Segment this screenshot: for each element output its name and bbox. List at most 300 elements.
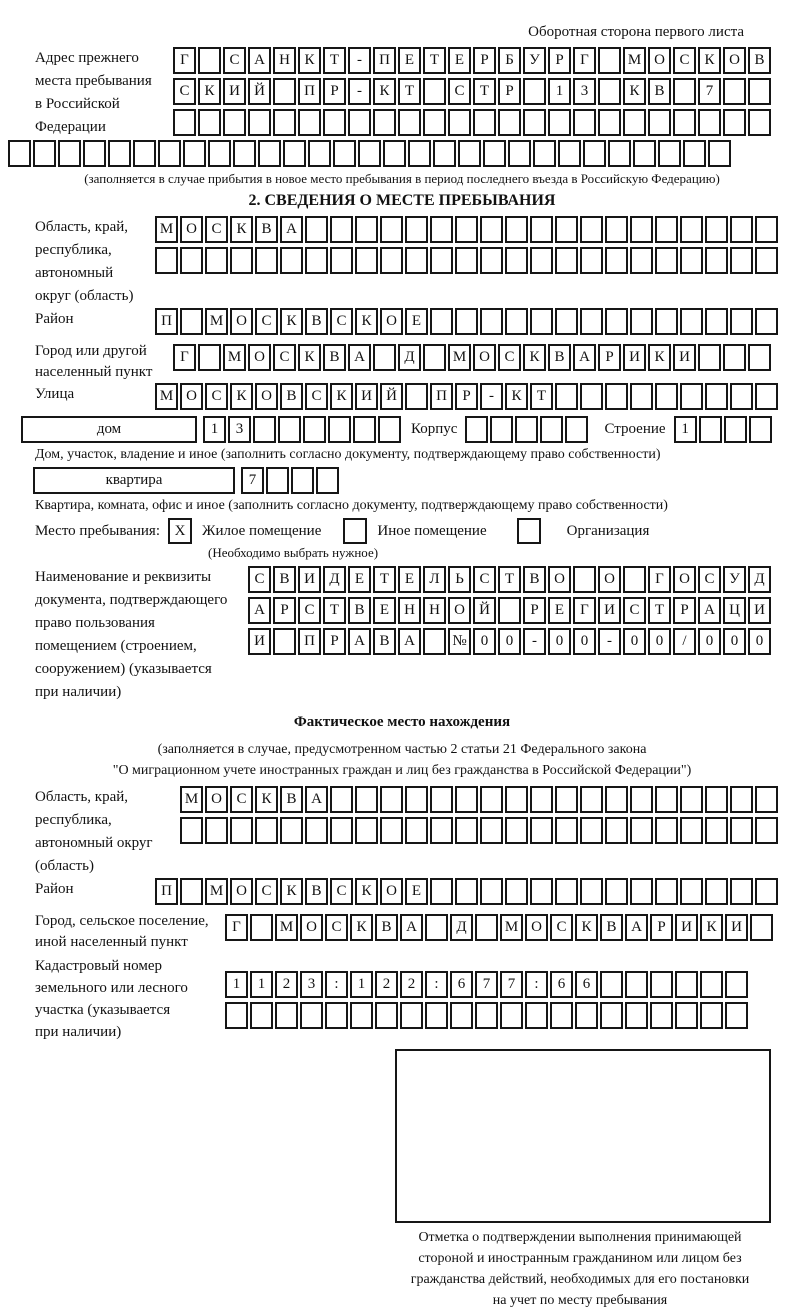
char-box[interactable] (308, 140, 331, 167)
char-box[interactable] (305, 216, 328, 243)
char-box[interactable] (480, 878, 503, 905)
char-box[interactable]: А (573, 344, 596, 371)
char-box[interactable] (480, 817, 503, 844)
char-box[interactable]: : (525, 971, 548, 998)
char-box[interactable]: С (330, 878, 353, 905)
char-box[interactable] (83, 140, 106, 167)
char-box[interactable]: С (255, 308, 278, 335)
char-box[interactable] (33, 140, 56, 167)
char-box[interactable] (223, 109, 246, 136)
char-box[interactable] (183, 140, 206, 167)
char-box[interactable] (730, 216, 753, 243)
char-box[interactable]: С (448, 78, 471, 105)
char-box[interactable] (423, 78, 446, 105)
char-box[interactable] (655, 308, 678, 335)
char-box[interactable] (623, 566, 646, 593)
char-box[interactable]: О (448, 597, 471, 624)
char-box[interactable] (598, 78, 621, 105)
char-box[interactable] (355, 817, 378, 844)
char-box[interactable]: Р (323, 78, 346, 105)
char-box[interactable]: О (255, 383, 278, 410)
char-box[interactable] (373, 344, 396, 371)
char-box[interactable] (630, 247, 653, 274)
char-box[interactable]: Р (548, 47, 571, 74)
char-box[interactable] (630, 216, 653, 243)
char-box[interactable] (655, 247, 678, 274)
char-box[interactable]: - (480, 383, 503, 410)
char-box[interactable] (490, 416, 513, 443)
char-box[interactable] (355, 786, 378, 813)
char-box[interactable] (650, 971, 673, 998)
char-box[interactable]: Е (348, 566, 371, 593)
char-box[interactable] (325, 1002, 348, 1029)
char-box[interactable]: К (575, 914, 598, 941)
char-box[interactable] (455, 308, 478, 335)
char-box[interactable]: А (248, 47, 271, 74)
char-box[interactable] (555, 383, 578, 410)
char-box[interactable] (680, 786, 703, 813)
char-box[interactable]: Е (448, 47, 471, 74)
char-box[interactable]: К (373, 78, 396, 105)
char-box[interactable]: С (230, 786, 253, 813)
char-box[interactable] (373, 109, 396, 136)
char-box[interactable]: Г (573, 47, 596, 74)
char-box[interactable] (530, 216, 553, 243)
char-box[interactable]: П (155, 308, 178, 335)
char-box[interactable]: К (355, 308, 378, 335)
char-box[interactable]: 7 (241, 467, 264, 494)
char-box[interactable] (423, 109, 446, 136)
char-box[interactable] (258, 140, 281, 167)
char-box[interactable]: О (598, 566, 621, 593)
char-box[interactable] (255, 247, 278, 274)
char-box[interactable]: Т (530, 383, 553, 410)
char-box[interactable] (283, 140, 306, 167)
char-box[interactable] (448, 109, 471, 136)
char-box[interactable] (555, 308, 578, 335)
char-box[interactable]: М (500, 914, 523, 941)
char-box[interactable]: - (523, 628, 546, 655)
char-box[interactable]: Е (398, 47, 421, 74)
char-box[interactable] (480, 247, 503, 274)
char-box[interactable] (405, 383, 428, 410)
char-box[interactable]: В (255, 216, 278, 243)
char-box[interactable]: М (180, 786, 203, 813)
char-box[interactable] (558, 140, 581, 167)
char-box[interactable]: М (623, 47, 646, 74)
char-box[interactable] (648, 109, 671, 136)
char-box[interactable] (58, 140, 81, 167)
char-box[interactable] (505, 247, 528, 274)
char-box[interactable] (725, 971, 748, 998)
char-box[interactable]: В (273, 566, 296, 593)
char-box[interactable]: К (230, 383, 253, 410)
char-box[interactable] (430, 308, 453, 335)
char-box[interactable]: А (280, 216, 303, 243)
char-box[interactable] (625, 1002, 648, 1029)
char-box[interactable] (505, 878, 528, 905)
char-box[interactable] (573, 566, 596, 593)
char-box[interactable] (455, 817, 478, 844)
char-box[interactable]: Р (323, 628, 346, 655)
checkbox-inoe[interactable] (343, 518, 367, 544)
char-box[interactable]: С (223, 47, 246, 74)
char-box[interactable]: 7 (698, 78, 721, 105)
char-box[interactable]: О (180, 383, 203, 410)
char-box[interactable] (475, 1002, 498, 1029)
char-box[interactable] (405, 817, 428, 844)
char-box[interactable]: П (155, 878, 178, 905)
char-box[interactable]: О (230, 308, 253, 335)
char-box[interactable] (730, 878, 753, 905)
char-box[interactable]: И (675, 914, 698, 941)
char-box[interactable]: 1 (350, 971, 373, 998)
char-box[interactable] (330, 247, 353, 274)
char-box[interactable] (405, 786, 428, 813)
char-box[interactable]: 2 (375, 971, 398, 998)
char-box[interactable]: В (348, 597, 371, 624)
char-box[interactable] (455, 878, 478, 905)
char-box[interactable] (205, 817, 228, 844)
char-box[interactable]: Ц (723, 597, 746, 624)
char-box[interactable] (580, 308, 603, 335)
char-box[interactable]: В (523, 566, 546, 593)
char-box[interactable] (405, 216, 428, 243)
char-box[interactable]: 7 (475, 971, 498, 998)
char-box[interactable] (433, 140, 456, 167)
char-box[interactable] (198, 344, 221, 371)
char-box[interactable]: П (430, 383, 453, 410)
char-box[interactable]: 1 (250, 971, 273, 998)
char-box[interactable] (673, 109, 696, 136)
char-box[interactable] (248, 109, 271, 136)
char-box[interactable]: С (205, 216, 228, 243)
char-box[interactable]: К (623, 78, 646, 105)
char-box[interactable]: О (380, 878, 403, 905)
char-box[interactable]: О (548, 566, 571, 593)
char-box[interactable]: С (248, 566, 271, 593)
char-box[interactable] (480, 308, 503, 335)
char-box[interactable] (180, 247, 203, 274)
char-box[interactable] (255, 817, 278, 844)
char-box[interactable] (380, 247, 403, 274)
char-box[interactable] (530, 817, 553, 844)
char-box[interactable] (605, 247, 628, 274)
char-box[interactable] (505, 817, 528, 844)
char-box[interactable]: 0 (473, 628, 496, 655)
char-box[interactable]: Д (398, 344, 421, 371)
char-box[interactable] (750, 914, 773, 941)
char-box[interactable]: Й (380, 383, 403, 410)
char-box[interactable] (380, 216, 403, 243)
char-box[interactable]: Ь (448, 566, 471, 593)
char-box[interactable]: / (673, 628, 696, 655)
char-box[interactable] (280, 247, 303, 274)
char-box[interactable]: С (330, 308, 353, 335)
char-box[interactable] (630, 878, 653, 905)
char-box[interactable]: О (248, 344, 271, 371)
char-box[interactable]: 0 (648, 628, 671, 655)
char-box[interactable]: В (305, 878, 328, 905)
char-box[interactable] (723, 109, 746, 136)
char-box[interactable]: С (325, 914, 348, 941)
char-box[interactable] (155, 247, 178, 274)
char-box[interactable] (273, 109, 296, 136)
char-box[interactable] (675, 971, 698, 998)
char-box[interactable]: - (598, 628, 621, 655)
char-box[interactable] (673, 78, 696, 105)
char-box[interactable]: С (550, 914, 573, 941)
char-box[interactable]: К (298, 344, 321, 371)
char-box[interactable] (683, 140, 706, 167)
char-box[interactable]: Г (573, 597, 596, 624)
char-box[interactable]: 1 (548, 78, 571, 105)
char-box[interactable] (425, 1002, 448, 1029)
char-box[interactable] (575, 1002, 598, 1029)
char-box[interactable] (680, 247, 703, 274)
char-box[interactable]: У (523, 47, 546, 74)
char-box[interactable] (498, 109, 521, 136)
char-box[interactable] (755, 247, 778, 274)
char-box[interactable] (108, 140, 131, 167)
char-box[interactable] (180, 878, 203, 905)
house-type-box[interactable]: дом (21, 416, 197, 443)
char-box[interactable] (333, 140, 356, 167)
char-box[interactable] (555, 216, 578, 243)
char-box[interactable] (680, 308, 703, 335)
char-box[interactable] (133, 140, 156, 167)
char-box[interactable] (533, 140, 556, 167)
char-box[interactable] (598, 109, 621, 136)
char-box[interactable] (605, 817, 628, 844)
char-box[interactable] (605, 786, 628, 813)
char-box[interactable] (705, 308, 728, 335)
char-box[interactable]: Р (455, 383, 478, 410)
char-box[interactable] (755, 786, 778, 813)
char-box[interactable]: В (600, 914, 623, 941)
char-box[interactable] (605, 216, 628, 243)
char-box[interactable]: О (230, 878, 253, 905)
char-box[interactable]: - (348, 78, 371, 105)
char-box[interactable] (180, 308, 203, 335)
char-box[interactable] (505, 308, 528, 335)
char-box[interactable]: 3 (228, 416, 251, 443)
char-box[interactable] (523, 109, 546, 136)
char-box[interactable] (430, 817, 453, 844)
char-box[interactable]: 6 (550, 971, 573, 998)
char-box[interactable]: О (525, 914, 548, 941)
char-box[interactable] (348, 109, 371, 136)
char-box[interactable]: 3 (573, 78, 596, 105)
char-box[interactable]: К (230, 216, 253, 243)
char-box[interactable]: К (523, 344, 546, 371)
char-box[interactable] (580, 878, 603, 905)
char-box[interactable]: Е (398, 566, 421, 593)
char-box[interactable] (480, 786, 503, 813)
char-box[interactable]: 0 (723, 628, 746, 655)
char-box[interactable]: : (425, 971, 448, 998)
char-box[interactable]: Т (423, 47, 446, 74)
char-box[interactable]: М (155, 383, 178, 410)
char-box[interactable] (680, 817, 703, 844)
char-box[interactable] (330, 216, 353, 243)
char-box[interactable] (583, 140, 606, 167)
char-box[interactable] (655, 786, 678, 813)
char-box[interactable]: 6 (575, 971, 598, 998)
char-box[interactable]: С (623, 597, 646, 624)
char-box[interactable]: В (648, 78, 671, 105)
char-box[interactable]: Р (523, 597, 546, 624)
char-box[interactable] (705, 878, 728, 905)
char-box[interactable] (655, 817, 678, 844)
char-box[interactable]: Т (323, 597, 346, 624)
char-box[interactable]: О (300, 914, 323, 941)
char-box[interactable]: В (373, 628, 396, 655)
char-box[interactable] (748, 78, 771, 105)
char-box[interactable]: 0 (698, 628, 721, 655)
char-box[interactable] (730, 247, 753, 274)
char-box[interactable] (198, 47, 221, 74)
char-box[interactable] (705, 786, 728, 813)
char-box[interactable] (423, 344, 446, 371)
char-box[interactable]: Е (548, 597, 571, 624)
char-box[interactable] (498, 597, 521, 624)
char-box[interactable] (458, 140, 481, 167)
char-box[interactable] (658, 140, 681, 167)
char-box[interactable] (525, 1002, 548, 1029)
char-box[interactable]: Г (173, 47, 196, 74)
char-box[interactable] (605, 308, 628, 335)
char-box[interactable]: С (673, 47, 696, 74)
char-box[interactable] (655, 878, 678, 905)
char-box[interactable]: : (325, 971, 348, 998)
char-box[interactable]: К (255, 786, 278, 813)
char-box[interactable]: И (598, 597, 621, 624)
char-box[interactable] (475, 914, 498, 941)
char-box[interactable] (8, 140, 31, 167)
char-box[interactable] (580, 247, 603, 274)
char-box[interactable] (730, 308, 753, 335)
char-box[interactable]: А (348, 344, 371, 371)
char-box[interactable]: К (350, 914, 373, 941)
char-box[interactable] (605, 383, 628, 410)
char-box[interactable] (630, 786, 653, 813)
char-box[interactable]: 1 (225, 971, 248, 998)
char-box[interactable]: 7 (500, 971, 523, 998)
char-box[interactable] (455, 216, 478, 243)
char-box[interactable]: Г (648, 566, 671, 593)
char-box[interactable] (555, 786, 578, 813)
char-box[interactable]: И (355, 383, 378, 410)
char-box[interactable] (450, 1002, 473, 1029)
char-box[interactable]: Т (473, 78, 496, 105)
char-box[interactable]: В (323, 344, 346, 371)
char-box[interactable] (430, 247, 453, 274)
char-box[interactable]: А (305, 786, 328, 813)
char-box[interactable]: Т (323, 47, 346, 74)
char-box[interactable] (655, 216, 678, 243)
char-box[interactable] (500, 1002, 523, 1029)
char-box[interactable] (523, 78, 546, 105)
char-box[interactable]: М (275, 914, 298, 941)
char-box[interactable] (273, 628, 296, 655)
char-box[interactable]: У (723, 566, 746, 593)
char-box[interactable] (505, 786, 528, 813)
char-box[interactable]: Д (323, 566, 346, 593)
char-box[interactable]: И (298, 566, 321, 593)
char-box[interactable] (198, 109, 221, 136)
char-box[interactable] (400, 1002, 423, 1029)
char-box[interactable]: П (298, 628, 321, 655)
char-box[interactable] (280, 817, 303, 844)
char-box[interactable]: И (248, 628, 271, 655)
char-box[interactable] (724, 416, 747, 443)
char-box[interactable] (423, 628, 446, 655)
char-box[interactable] (375, 1002, 398, 1029)
char-box[interactable]: А (398, 628, 421, 655)
char-box[interactable] (555, 878, 578, 905)
char-box[interactable] (305, 817, 328, 844)
char-box[interactable] (328, 416, 351, 443)
char-box[interactable] (580, 786, 603, 813)
char-box[interactable]: В (280, 383, 303, 410)
char-box[interactable] (300, 1002, 323, 1029)
char-box[interactable] (755, 216, 778, 243)
char-box[interactable] (550, 1002, 573, 1029)
char-box[interactable]: М (205, 308, 228, 335)
char-box[interactable]: 1 (203, 416, 226, 443)
char-box[interactable]: М (205, 878, 228, 905)
char-box[interactable] (230, 817, 253, 844)
char-box[interactable] (555, 817, 578, 844)
char-box[interactable] (633, 140, 656, 167)
char-box[interactable]: И (673, 344, 696, 371)
char-box[interactable]: - (348, 47, 371, 74)
char-box[interactable] (705, 383, 728, 410)
char-box[interactable]: Е (405, 308, 428, 335)
char-box[interactable]: К (698, 47, 721, 74)
char-box[interactable] (680, 216, 703, 243)
char-box[interactable]: Р (273, 597, 296, 624)
char-box[interactable]: Б (498, 47, 521, 74)
char-box[interactable]: А (698, 597, 721, 624)
char-box[interactable] (250, 1002, 273, 1029)
char-box[interactable]: В (280, 786, 303, 813)
char-box[interactable]: С (173, 78, 196, 105)
char-box[interactable] (465, 416, 488, 443)
char-box[interactable] (600, 971, 623, 998)
char-box[interactable] (455, 247, 478, 274)
char-box[interactable] (273, 78, 296, 105)
char-box[interactable]: И (223, 78, 246, 105)
char-box[interactable] (605, 878, 628, 905)
char-box[interactable]: К (505, 383, 528, 410)
flat-type-box[interactable]: квартира (33, 467, 235, 494)
char-box[interactable] (515, 416, 538, 443)
char-box[interactable] (180, 817, 203, 844)
char-box[interactable] (755, 308, 778, 335)
char-box[interactable]: Т (498, 566, 521, 593)
char-box[interactable] (408, 140, 431, 167)
char-box[interactable] (233, 140, 256, 167)
char-box[interactable]: М (155, 216, 178, 243)
char-box[interactable] (205, 247, 228, 274)
char-box[interactable]: 0 (548, 628, 571, 655)
char-box[interactable]: О (723, 47, 746, 74)
char-box[interactable] (278, 416, 301, 443)
char-box[interactable]: О (380, 308, 403, 335)
char-box[interactable] (383, 140, 406, 167)
